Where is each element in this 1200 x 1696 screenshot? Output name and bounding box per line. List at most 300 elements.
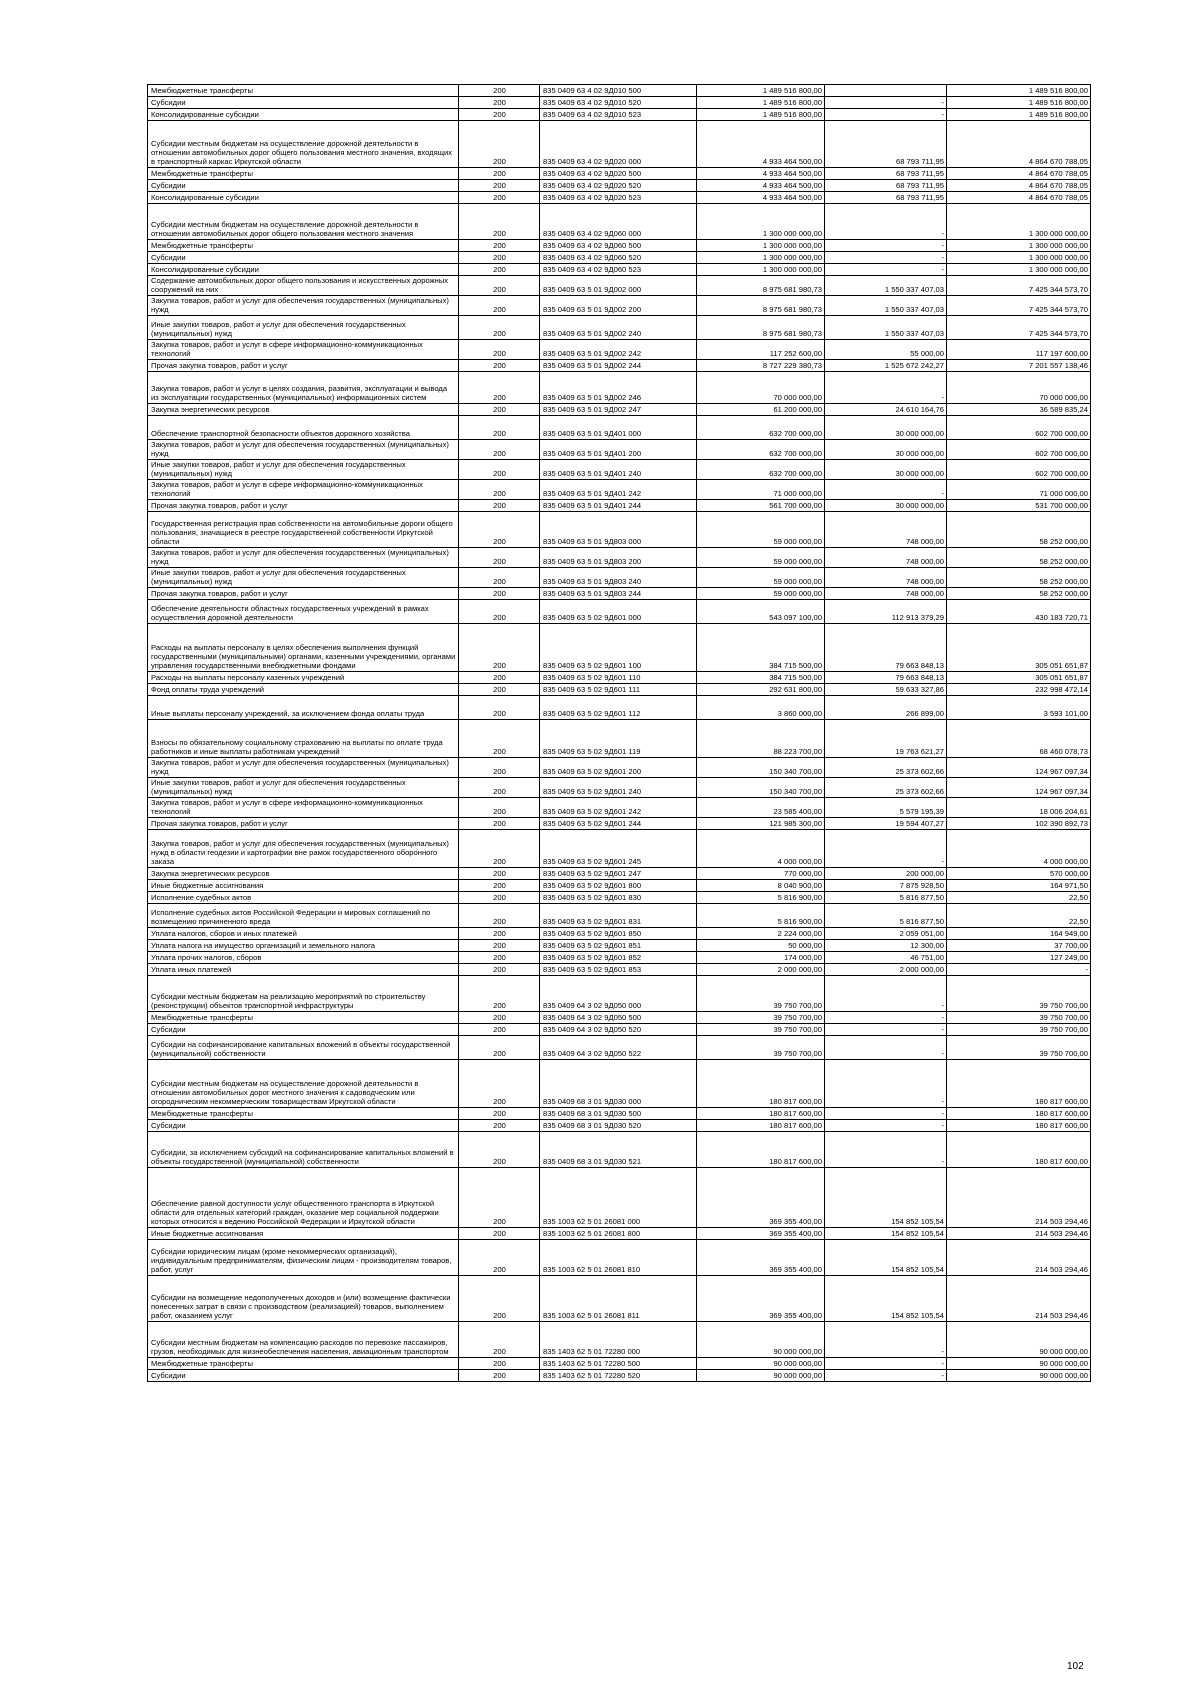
row-unexecuted-cell: 232 998 472,14 (947, 684, 1091, 696)
row-code-cell: 200 (459, 568, 540, 588)
row-kbk-cell: 835 0409 63 5 01 9Д002 246 (540, 372, 697, 404)
row-kbk-cell: 835 0409 64 3 02 9Д050 520 (540, 1024, 697, 1036)
row-name-cell: Консолидированные субсидии (148, 192, 459, 204)
row-executed-cell: - (825, 1132, 947, 1168)
table-row (148, 1322, 1091, 1358)
row-name-cell: Фонд оплаты труда учреждений (148, 684, 459, 696)
row-unexecuted-cell: 7 425 344 573,70 (947, 296, 1091, 316)
row-name-cell: Закупка товаров, работ и услуг в сфере информационно-коммуникационных технологий (148, 480, 459, 500)
row-unexecuted-cell: 36 589 835,24 (947, 404, 1091, 416)
row-executed-cell: 1 550 337 407,03 (825, 316, 947, 340)
row-code-cell: 200 (459, 316, 540, 340)
table-row (148, 940, 1091, 952)
table-row (148, 85, 1091, 97)
row-name-cell: Иные бюджетные ассигнования (148, 880, 459, 892)
row-name-cell: Закупка товаров, работ и услуг для обеспечения государственных (муниципальных) нужд в области геодезии и картографии вне рамок государственного оборонного заказа (148, 830, 459, 868)
row-name-cell: Уплата иных платежей (148, 964, 459, 976)
row-kbk-cell: 835 0409 63 5 02 9Д601 240 (540, 778, 697, 798)
row-unexecuted-cell: 180 817 600,00 (947, 1060, 1091, 1108)
row-unexecuted-cell: 7 201 557 138,46 (947, 360, 1091, 372)
row-name-cell: Прочая закупка товаров, работ и услуг (148, 588, 459, 600)
row-name-cell: Закупка энергетических ресурсов (148, 404, 459, 416)
row-approved-cell: 8 975 681 980,73 (697, 316, 825, 340)
row-executed-cell: - (825, 1370, 947, 1382)
row-approved-cell: 632 700 000,00 (697, 440, 825, 460)
row-approved-cell: 70 000 000,00 (697, 372, 825, 404)
row-approved-cell: 59 000 000,00 (697, 512, 825, 548)
row-approved-cell: 1 300 000 000,00 (697, 204, 825, 240)
row-code-cell: 200 (459, 204, 540, 240)
table-row (148, 672, 1091, 684)
row-kbk-cell: 835 0409 64 3 02 9Д050 522 (540, 1036, 697, 1060)
row-kbk-cell: 835 0409 63 5 02 9Д601 112 (540, 696, 697, 720)
row-approved-cell: 8 975 681 980,73 (697, 296, 825, 316)
table-row (148, 97, 1091, 109)
table-row (148, 964, 1091, 976)
row-unexecuted-cell: 1 300 000 000,00 (947, 252, 1091, 264)
row-approved-cell: 4 000 000,00 (697, 830, 825, 868)
table-row (148, 976, 1091, 1012)
table-row (148, 568, 1091, 588)
row-kbk-cell: 835 0409 68 3 01 9Д030 500 (540, 1108, 697, 1120)
row-kbk-cell: 835 0409 63 4 02 9Д020 500 (540, 168, 697, 180)
row-name-cell: Субсидии (148, 252, 459, 264)
row-code-cell: 200 (459, 600, 540, 624)
row-approved-cell: 180 817 600,00 (697, 1060, 825, 1108)
row-name-cell: Межбюджетные трансферты (148, 1012, 459, 1024)
row-code-cell: 200 (459, 296, 540, 316)
row-code-cell: 200 (459, 892, 540, 904)
row-approved-cell: 770 000,00 (697, 868, 825, 880)
row-unexecuted-cell: 39 750 700,00 (947, 1024, 1091, 1036)
row-approved-cell: 8 975 681 980,73 (697, 276, 825, 296)
table-row (148, 892, 1091, 904)
row-unexecuted-cell: 1 489 516 800,00 (947, 97, 1091, 109)
table-row (148, 480, 1091, 500)
row-executed-cell: 30 000 000,00 (825, 500, 947, 512)
table-row (148, 778, 1091, 798)
row-unexecuted-cell: 180 817 600,00 (947, 1120, 1091, 1132)
row-approved-cell: 39 750 700,00 (697, 976, 825, 1012)
row-kbk-cell: 835 1403 62 5 01 72280 500 (540, 1358, 697, 1370)
row-executed-cell: 68 793 711,95 (825, 168, 947, 180)
row-executed-cell: 1 550 337 407,03 (825, 276, 947, 296)
row-unexecuted-cell: 7 425 344 573,70 (947, 316, 1091, 340)
row-approved-cell: 150 340 700,00 (697, 758, 825, 778)
row-code-cell: 200 (459, 624, 540, 672)
row-code-cell: 200 (459, 952, 540, 964)
row-name-cell: Прочая закупка товаров, работ и услуг (148, 360, 459, 372)
row-name-cell: Прочая закупка товаров, работ и услуг (148, 500, 459, 512)
row-unexecuted-cell: 305 051 651,87 (947, 624, 1091, 672)
row-approved-cell: 59 000 000,00 (697, 588, 825, 600)
row-kbk-cell: 835 0409 63 5 02 9Д601 850 (540, 928, 697, 940)
row-unexecuted-cell: 1 300 000 000,00 (947, 204, 1091, 240)
row-executed-cell: 112 913 379,29 (825, 600, 947, 624)
row-name-cell: Закупка товаров, работ и услуг в сфере информационно-коммуникационных технологий (148, 798, 459, 818)
row-kbk-cell: 835 0409 68 3 01 9Д030 520 (540, 1120, 697, 1132)
row-unexecuted-cell: 164 949,00 (947, 928, 1091, 940)
row-unexecuted-cell: 214 503 294,46 (947, 1168, 1091, 1228)
row-approved-cell: 561 700 000,00 (697, 500, 825, 512)
row-name-cell: Исполнение судебных актов (148, 892, 459, 904)
table-row (148, 588, 1091, 600)
row-approved-cell: 88 223 700,00 (697, 720, 825, 758)
row-kbk-cell: 835 0409 63 4 02 9Д010 520 (540, 97, 697, 109)
row-unexecuted-cell: 214 503 294,46 (947, 1240, 1091, 1276)
row-unexecuted-cell: 71 000 000,00 (947, 480, 1091, 500)
row-executed-cell: - (825, 1358, 947, 1370)
row-executed-cell: 79 663 848,13 (825, 672, 947, 684)
row-kbk-cell: 835 0409 63 5 02 9Д601 245 (540, 830, 697, 868)
row-executed-cell: 25 373 602,66 (825, 758, 947, 778)
row-code-cell: 200 (459, 109, 540, 121)
row-unexecuted-cell: 37 700,00 (947, 940, 1091, 952)
row-name-cell: Межбюджетные трансферты (148, 168, 459, 180)
row-name-cell: Обеспечение равной доступности услуг общественного транспорта в Иркутской области для отдельных категорий граждан, оказание мер социальной поддержки которых относится к ведению Российской Федерации и Иркутской области (148, 1168, 459, 1228)
row-code-cell: 200 (459, 1228, 540, 1240)
row-executed-cell: 154 852 105,54 (825, 1240, 947, 1276)
row-approved-cell: 4 933 464 500,00 (697, 121, 825, 168)
row-kbk-cell: 835 0409 63 5 01 9Д401 240 (540, 460, 697, 480)
row-code-cell: 200 (459, 1168, 540, 1228)
table-row (148, 192, 1091, 204)
row-executed-cell: 12 300,00 (825, 940, 947, 952)
row-name-cell: Закупка товаров, работ и услуг для обеспечения государственных (муниципальных) нужд (148, 548, 459, 568)
row-kbk-cell: 835 0409 63 5 02 9Д601 851 (540, 940, 697, 952)
row-unexecuted-cell: 214 503 294,46 (947, 1228, 1091, 1240)
row-kbk-cell: 835 1403 62 5 01 72280 000 (540, 1322, 697, 1358)
row-code-cell: 200 (459, 818, 540, 830)
row-unexecuted-cell: - (947, 964, 1091, 976)
row-code-cell: 200 (459, 1012, 540, 1024)
row-executed-cell: 46 751,00 (825, 952, 947, 964)
row-unexecuted-cell: 39 750 700,00 (947, 1012, 1091, 1024)
row-kbk-cell: 835 0409 63 5 01 9Д803 000 (540, 512, 697, 548)
row-name-cell: Субсидии местным бюджетам на осуществление дорожной деятельности в отношении автомобильных дорог общего пользования местного значения, входящих в транспортный каркас Иркутской области (148, 121, 459, 168)
row-executed-cell: - (825, 480, 947, 500)
row-code-cell: 200 (459, 85, 540, 97)
row-name-cell: Субсидии на софинансирование капитальных вложений в объекты государственной (муниципальной) собственности (148, 1036, 459, 1060)
row-approved-cell: 369 355 400,00 (697, 1228, 825, 1240)
row-approved-cell: 384 715 500,00 (697, 624, 825, 672)
row-name-cell: Закупка энергетических ресурсов (148, 868, 459, 880)
row-approved-cell: 2 224 000,00 (697, 928, 825, 940)
row-kbk-cell: 835 0409 63 5 01 9Д002 000 (540, 276, 697, 296)
row-approved-cell: 174 000,00 (697, 952, 825, 964)
row-executed-cell: 266 899,00 (825, 696, 947, 720)
row-code-cell: 200 (459, 1276, 540, 1322)
row-code-cell: 200 (459, 548, 540, 568)
row-approved-cell: 369 355 400,00 (697, 1276, 825, 1322)
row-unexecuted-cell: 4 864 670 788,05 (947, 121, 1091, 168)
row-unexecuted-cell: 602 700 000,00 (947, 440, 1091, 460)
row-approved-cell: 23 585 400,00 (697, 798, 825, 818)
row-executed-cell (825, 85, 947, 97)
row-executed-cell: - (825, 1060, 947, 1108)
row-executed-cell: 7 875 928,50 (825, 880, 947, 892)
row-approved-cell: 1 300 000 000,00 (697, 264, 825, 276)
row-unexecuted-cell: 90 000 000,00 (947, 1358, 1091, 1370)
row-approved-cell: 8 040 900,00 (697, 880, 825, 892)
row-name-cell: Консолидированные субсидии (148, 264, 459, 276)
row-executed-cell: 30 000 000,00 (825, 440, 947, 460)
row-executed-cell: 25 373 602,66 (825, 778, 947, 798)
row-name-cell: Расходы на выплаты персоналу казенных учреждений (148, 672, 459, 684)
row-approved-cell: 632 700 000,00 (697, 460, 825, 480)
row-kbk-cell: 835 0409 68 3 01 9Д030 521 (540, 1132, 697, 1168)
row-name-cell: Межбюджетные трансферты (148, 85, 459, 97)
row-approved-cell: 117 252 600,00 (697, 340, 825, 360)
row-unexecuted-cell: 3 593 101,00 (947, 696, 1091, 720)
row-approved-cell: 1 489 516 800,00 (697, 109, 825, 121)
row-executed-cell: 30 000 000,00 (825, 416, 947, 440)
table-row (148, 1132, 1091, 1168)
row-code-cell: 200 (459, 252, 540, 264)
row-kbk-cell: 835 0409 63 5 01 9Д002 242 (540, 340, 697, 360)
table-row (148, 880, 1091, 892)
table-row (148, 696, 1091, 720)
row-executed-cell: - (825, 204, 947, 240)
row-kbk-cell: 835 0409 63 5 01 9Д803 244 (540, 588, 697, 600)
table-row (148, 240, 1091, 252)
table-row (148, 296, 1091, 316)
row-executed-cell: 19 594 407,27 (825, 818, 947, 830)
row-approved-cell: 4 933 464 500,00 (697, 192, 825, 204)
row-approved-cell: 369 355 400,00 (697, 1168, 825, 1228)
row-name-cell: Межбюджетные трансферты (148, 1108, 459, 1120)
row-code-cell: 200 (459, 1060, 540, 1108)
table-row (148, 1108, 1091, 1120)
row-name-cell: Субсидии (148, 1120, 459, 1132)
row-unexecuted-cell: 70 000 000,00 (947, 372, 1091, 404)
row-executed-cell: 5 816 877,50 (825, 904, 947, 928)
row-approved-cell: 5 816 900,00 (697, 892, 825, 904)
table-row (148, 600, 1091, 624)
row-approved-cell: 180 817 600,00 (697, 1132, 825, 1168)
row-code-cell: 200 (459, 778, 540, 798)
row-approved-cell: 50 000,00 (697, 940, 825, 952)
row-approved-cell: 59 000 000,00 (697, 548, 825, 568)
table-row (148, 1370, 1091, 1382)
table-row (148, 798, 1091, 818)
table-row (148, 818, 1091, 830)
row-executed-cell: 68 793 711,95 (825, 180, 947, 192)
row-executed-cell: 30 000 000,00 (825, 460, 947, 480)
row-executed-cell: - (825, 1322, 947, 1358)
row-name-cell: Субсидии местным бюджетам на компенсацию расходов по перевозке пассажиров, грузов, необходимых для жизнеобеспечения населения, авиационным транспортом (148, 1322, 459, 1358)
row-code-cell: 200 (459, 440, 540, 460)
row-kbk-cell: 835 0409 63 5 02 9Д601 244 (540, 818, 697, 830)
row-unexecuted-cell: 7 425 344 573,70 (947, 276, 1091, 296)
row-unexecuted-cell: 1 300 000 000,00 (947, 240, 1091, 252)
table-row (148, 684, 1091, 696)
row-executed-cell: 748 000,00 (825, 512, 947, 548)
row-kbk-cell: 835 0409 63 4 02 9Д060 500 (540, 240, 697, 252)
row-name-cell: Субсидии местным бюджетам на осуществление дорожной деятельности в отношении автомобильных дорог общего пользования местного значения (148, 204, 459, 240)
row-approved-cell: 61 200 000,00 (697, 404, 825, 416)
row-code-cell: 200 (459, 97, 540, 109)
row-kbk-cell: 835 0409 63 5 01 9Д002 240 (540, 316, 697, 340)
row-executed-cell: 2 059 051,00 (825, 928, 947, 940)
table-row (148, 204, 1091, 240)
table-row (148, 404, 1091, 416)
row-name-cell: Закупка товаров, работ и услуг для обеспечения государственных (муниципальных) нужд (148, 440, 459, 460)
row-code-cell: 200 (459, 1108, 540, 1120)
row-kbk-cell: 835 0409 63 5 01 9Д803 240 (540, 568, 697, 588)
row-unexecuted-cell: 305 051 651,87 (947, 672, 1091, 684)
row-executed-cell: 2 000 000,00 (825, 964, 947, 976)
row-unexecuted-cell: 531 700 000,00 (947, 500, 1091, 512)
row-name-cell: Субсидии местным бюджетам на осуществление дорожной деятельности в отношении автомобильных дорог местного значения к садоводческим или огородническим некоммерческим товариществам Иркутской области (148, 1060, 459, 1108)
row-approved-cell: 384 715 500,00 (697, 672, 825, 684)
table-row (148, 512, 1091, 548)
row-code-cell: 200 (459, 264, 540, 276)
row-kbk-cell: 835 0409 68 3 01 9Д030 000 (540, 1060, 697, 1108)
row-executed-cell: - (825, 240, 947, 252)
row-code-cell: 200 (459, 180, 540, 192)
row-kbk-cell: 835 0409 63 5 02 9Д601 852 (540, 952, 697, 964)
row-code-cell: 200 (459, 976, 540, 1012)
table-row (148, 1012, 1091, 1024)
row-kbk-cell: 835 0409 63 5 01 9Д803 200 (540, 548, 697, 568)
row-code-cell: 200 (459, 192, 540, 204)
row-executed-cell: 154 852 105,54 (825, 1168, 947, 1228)
row-name-cell: Уплата налогов, сборов и иных платежей (148, 928, 459, 940)
row-kbk-cell: 835 0409 63 4 02 9Д060 520 (540, 252, 697, 264)
table-row (148, 1228, 1091, 1240)
table-row (148, 180, 1091, 192)
row-code-cell: 200 (459, 480, 540, 500)
row-unexecuted-cell: 117 197 600,00 (947, 340, 1091, 360)
row-kbk-cell: 835 0409 63 5 02 9Д601 100 (540, 624, 697, 672)
row-executed-cell: 154 852 105,54 (825, 1228, 947, 1240)
table-row (148, 868, 1091, 880)
row-name-cell: Закупка товаров, работ и услуг для обеспечения государственных (муниципальных) нужд (148, 296, 459, 316)
table-row (148, 952, 1091, 964)
table-row (148, 1060, 1091, 1108)
row-name-cell: Межбюджетные трансферты (148, 240, 459, 252)
row-kbk-cell: 835 0409 63 5 01 9Д002 244 (540, 360, 697, 372)
row-executed-cell: - (825, 1012, 947, 1024)
row-name-cell: Субсидии (148, 97, 459, 109)
table-row (148, 1036, 1091, 1060)
row-name-cell: Межбюджетные трансферты (148, 1358, 459, 1370)
row-code-cell: 200 (459, 372, 540, 404)
row-code-cell: 200 (459, 404, 540, 416)
row-unexecuted-cell: 102 390 892,73 (947, 818, 1091, 830)
row-code-cell: 200 (459, 1024, 540, 1036)
row-name-cell: Субсидии (148, 1370, 459, 1382)
row-code-cell: 200 (459, 276, 540, 296)
table-row (148, 758, 1091, 778)
row-code-cell: 200 (459, 588, 540, 600)
row-code-cell: 200 (459, 964, 540, 976)
row-kbk-cell: 835 0409 63 5 02 9Д601 830 (540, 892, 697, 904)
row-kbk-cell: 835 0409 63 5 01 9Д401 244 (540, 500, 697, 512)
row-executed-cell: - (825, 252, 947, 264)
row-unexecuted-cell: 4 864 670 788,05 (947, 168, 1091, 180)
row-name-cell: Субсидии (148, 180, 459, 192)
row-executed-cell: - (825, 1108, 947, 1120)
row-kbk-cell: 835 0409 63 4 02 9Д060 000 (540, 204, 697, 240)
row-code-cell: 200 (459, 1370, 540, 1382)
row-name-cell: Консолидированные субсидии (148, 109, 459, 121)
row-name-cell: Субсидии на возмещение недополученных доходов и (или) возмещение фактически понесенных затрат в связи с производством (реализацией) товаров, выполнением работ, оказанием услуг (148, 1276, 459, 1322)
row-kbk-cell: 835 0409 63 5 02 9Д601 000 (540, 600, 697, 624)
row-kbk-cell: 835 0409 63 4 02 9Д060 523 (540, 264, 697, 276)
row-executed-cell: 748 000,00 (825, 548, 947, 568)
row-executed-cell: 79 663 848,13 (825, 624, 947, 672)
row-kbk-cell: 835 0409 63 5 02 9Д601 110 (540, 672, 697, 684)
row-code-cell: 200 (459, 684, 540, 696)
row-executed-cell: 5 579 195,39 (825, 798, 947, 818)
row-kbk-cell: 835 0409 63 5 02 9Д601 119 (540, 720, 697, 758)
row-name-cell: Закупка товаров, работ и услуг в целях создания, развития, эксплуатации и вывода из эксплуатации государственных (муниципальных) информационных систем (148, 372, 459, 404)
table-row (148, 1024, 1091, 1036)
row-approved-cell: 39 750 700,00 (697, 1036, 825, 1060)
row-unexecuted-cell: 180 817 600,00 (947, 1108, 1091, 1120)
table-row (148, 1276, 1091, 1322)
budget-execution-table (147, 84, 1091, 1382)
row-unexecuted-cell: 124 967 097,34 (947, 778, 1091, 798)
row-kbk-cell: 835 0409 63 4 02 9Д010 500 (540, 85, 697, 97)
row-executed-cell: - (825, 1120, 947, 1132)
row-approved-cell: 180 817 600,00 (697, 1108, 825, 1120)
row-approved-cell: 369 355 400,00 (697, 1240, 825, 1276)
row-name-cell: Уплата прочих налогов, сборов (148, 952, 459, 964)
row-kbk-cell: 835 0409 63 5 01 9Д401 242 (540, 480, 697, 500)
row-unexecuted-cell: 58 252 000,00 (947, 568, 1091, 588)
row-approved-cell: 3 860 000,00 (697, 696, 825, 720)
row-kbk-cell: 835 0409 63 5 01 9Д401 000 (540, 416, 697, 440)
row-code-cell: 200 (459, 121, 540, 168)
row-code-cell: 200 (459, 1120, 540, 1132)
row-approved-cell: 1 300 000 000,00 (697, 252, 825, 264)
table-row (148, 440, 1091, 460)
row-name-cell: Иные выплаты персоналу учреждений, за исключением фонда оплаты труда (148, 696, 459, 720)
row-code-cell: 200 (459, 1036, 540, 1060)
row-code-cell: 200 (459, 240, 540, 252)
row-executed-cell: 200 000,00 (825, 868, 947, 880)
row-kbk-cell: 835 0409 63 5 02 9Д601 800 (540, 880, 697, 892)
row-name-cell: Расходы на выплаты персоналу в целях обеспечения выполнения функций государственными (муниципальными) органами, казенными учреждениями, органами управления государственными внебюджетными фондами (148, 624, 459, 672)
row-name-cell: Прочая закупка товаров, работ и услуг (148, 818, 459, 830)
row-executed-cell: 68 793 711,95 (825, 121, 947, 168)
row-unexecuted-cell: 164 971,50 (947, 880, 1091, 892)
row-kbk-cell: 835 1003 62 5 01 26081 810 (540, 1240, 697, 1276)
row-name-cell: Субсидии юридическим лицам (кроме некоммерческих организаций), индивидуальным предпринимателям, физическим лицам - производителям товаров, работ, услуг (148, 1240, 459, 1276)
row-unexecuted-cell: 58 252 000,00 (947, 548, 1091, 568)
row-code-cell: 200 (459, 512, 540, 548)
table-row (148, 340, 1091, 360)
row-executed-cell: 59 633 327,86 (825, 684, 947, 696)
row-name-cell: Обеспечение транспортной безопасности объектов дорожного хозяйства (148, 416, 459, 440)
row-executed-cell: 19 763 621,27 (825, 720, 947, 758)
row-approved-cell: 5 816 900,00 (697, 904, 825, 928)
table-row (148, 624, 1091, 672)
row-code-cell: 200 (459, 1358, 540, 1370)
row-unexecuted-cell: 90 000 000,00 (947, 1322, 1091, 1358)
row-kbk-cell: 835 0409 63 5 02 9Д601 853 (540, 964, 697, 976)
row-executed-cell: - (825, 976, 947, 1012)
row-unexecuted-cell: 90 000 000,00 (947, 1370, 1091, 1382)
row-executed-cell: 748 000,00 (825, 568, 947, 588)
row-executed-cell: - (825, 830, 947, 868)
row-executed-cell: 24 610 164,76 (825, 404, 947, 416)
row-unexecuted-cell: 570 000,00 (947, 868, 1091, 880)
row-name-cell: Содержание автомобильных дорог общего пользования и искусственных дорожных сооружений на них (148, 276, 459, 296)
